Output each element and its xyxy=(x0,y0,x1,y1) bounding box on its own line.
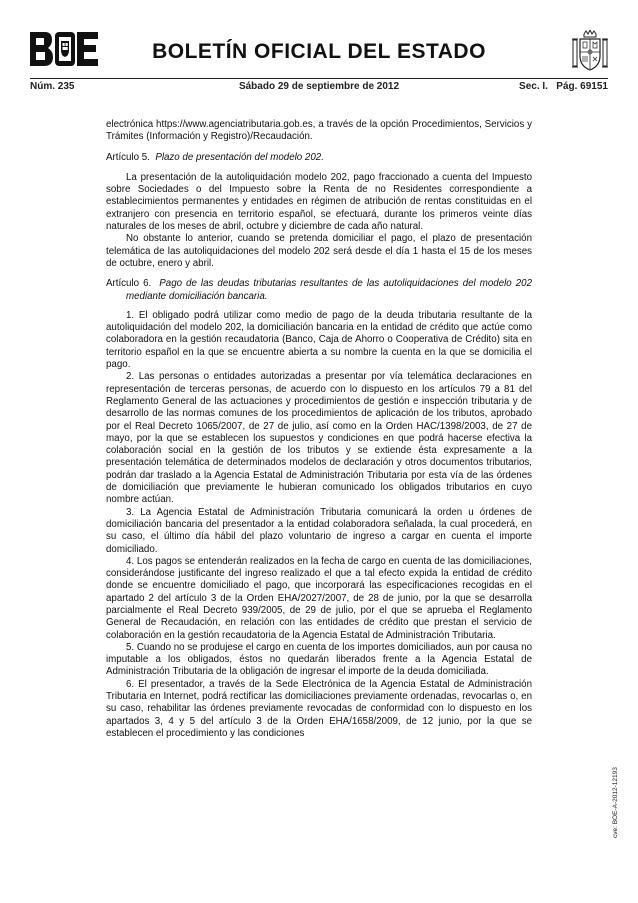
document-body xyxy=(106,119,532,740)
cve-identifier: cve: BOE-A-2012-12193 xyxy=(612,767,619,838)
spain-coat-of-arms-icon xyxy=(572,30,608,74)
header-meta xyxy=(30,81,608,95)
article-6-title: Pago de las deudas tributarias resultantes de las autoliquidaciones del modelo 202 mediante domiciliación bancaria. xyxy=(126,278,532,302)
paragraph-continued: electrónica https://www.agenciatributaria.gob.es, a través de la opción Procedimientos, Servicios y Trámites (Información y Registro)/Recaudación. xyxy=(106,119,532,143)
article-6-label: Artículo 6. xyxy=(106,278,152,290)
article-6-paragraph-1: 1. El obligado podrá utilizar como medio de pago de la deuda tributaria resultante de la autoliquidación del modelo 202, la domiciliación bancaria en la entidad de crédito que actúe como colaboradora en la gestión recaudatoria (Banco, Caja de Ahorro o Cooperativa de Crédito) sita en territorio español en la que se encuentre abierta a su nombre la cuenta en la que se domicilia el pago. xyxy=(106,309,532,371)
article-6-paragraph-3: 3. La Agencia Estatal de Administración Tributaria comunicará la orden u órdenes de domiciliación bancaria del presentador a la entidad colaboradora señalada, la cual procederá, en su caso, el último día hábil del plazo voluntario de ingreso a cargar en cuenta el importe domiciliado. xyxy=(106,506,532,555)
article-5-label: Artículo 5. xyxy=(106,151,150,163)
article-5-title: Plazo de presentación del modelo 202. xyxy=(155,151,324,163)
article-6-paragraph-4: 4. Los pagos se entenderán realizados en la fecha de cargo en cuenta de las domiciliaciones, considerándose justificante del ingreso realizado el que a tal efecto expida la entidad de crédito donde se encuentre domiciliado el pago, que incorporará las especificaciones recogidas en el apartado 2 del artículo 3 de la Orden EHA/2027/2007, de 28 de junio, por la que se desarrolla parcialmente el Real Decreto 939/2005, de 29 de julio, por el que se aprueba el Reglamento General de Recaudación, en relación con las entidades de crédito que prestan el servicio de colaboración en la gestión recaudatoria de la Agencia Estatal de Administración Tributaria. xyxy=(106,555,532,641)
article-6-heading xyxy=(106,278,532,303)
issue-date: Sábado 29 de septiembre de 2012 xyxy=(238,81,400,92)
section-page: Sec. I. Pág. 69151 xyxy=(519,81,608,92)
article-6-paragraph-2: 2. Las personas o entidades autorizadas a presentar por vía telemática declaraciones en representación de terceras personas, de acuerdo con lo dispuesto en los artículos 79 a 81 del Reglamento General de las actuaciones y procedimientos de gestión e inspección tributaria y de desarrollo de las normas comunes de los procedimientos de aplicación de los tributos, aprobado por el Real Decreto 1065/2007, de 27 de julio, así como en la Orden HAC/1398/2003, de 27 de mayo, por la que se establecen los supuestos y condiciones en que podrá hacerse efectiva la colaboración social en la gestión de los tributos y se extiende ésta expresamente a la presentación telemática de determinados modelos de declaración y otros documentos tributarios, podrán dar traslado a la Agencia Estatal de Administración Tributaria por esta vía de las órdenes de domiciliación que previamente le hubieran comunicado los obligados tributarios en cuyo nombre actúan. xyxy=(106,371,532,506)
article-6-paragraph-6: 6. El presentador, a través de la Sede Electrónica de la Agencia Estatal de Administración Tributaria en Internet, podrá rectificar las domiciliaciones previamente ordenadas, revocarlas o, en su caso, rehabilitar las órdenes previamente revocadas de conformidad con lo dispuesto en los apartados 3, 4 y 5 del artículo 3 de la Orden EHA/1658/2009, de 12 junio, por la que se establecen el procedimiento y las condiciones xyxy=(106,678,532,739)
article-5-paragraph-1: La presentación de la autoliquidación modelo 202, pago fraccionado a cuenta del Impuesto sobre Sociedades o del Impuesto sobre la Renta de no Residentes correspondiente a establecimientos permanentes y entidades en régimen de atribución de rentas constituidas en el extranjero con presencia en territorio español, se efectuará, durante los primeros veinte días naturales de los meses de abril, octubre y diciembre de cada año natural. xyxy=(106,171,532,233)
issue-number: Núm. 235 xyxy=(30,81,75,92)
article-5-heading xyxy=(106,152,532,164)
article-6-paragraph-5: 5. Cuando no se produjese el cargo en cuenta de los importes domiciliados, aun por causa no imputable a los obligados, éstos no quedarán liberados frente a la Agencia Estatal de Administración Tributaria de la obligación de ingresar el importe de la deuda domiciliada. xyxy=(106,641,532,678)
header-divider xyxy=(30,78,608,79)
page-title: BOLETÍN OFICIAL DEL ESTADO xyxy=(152,40,486,63)
article-5-paragraph-2: No obstante lo anterior, cuando se pretenda domiciliar el pago, el plazo de presentación telemática de las autoliquidaciones del modelo 202 será desde el día 1 hasta el 15 de los meses de octubre, enero y abril. xyxy=(106,233,532,269)
